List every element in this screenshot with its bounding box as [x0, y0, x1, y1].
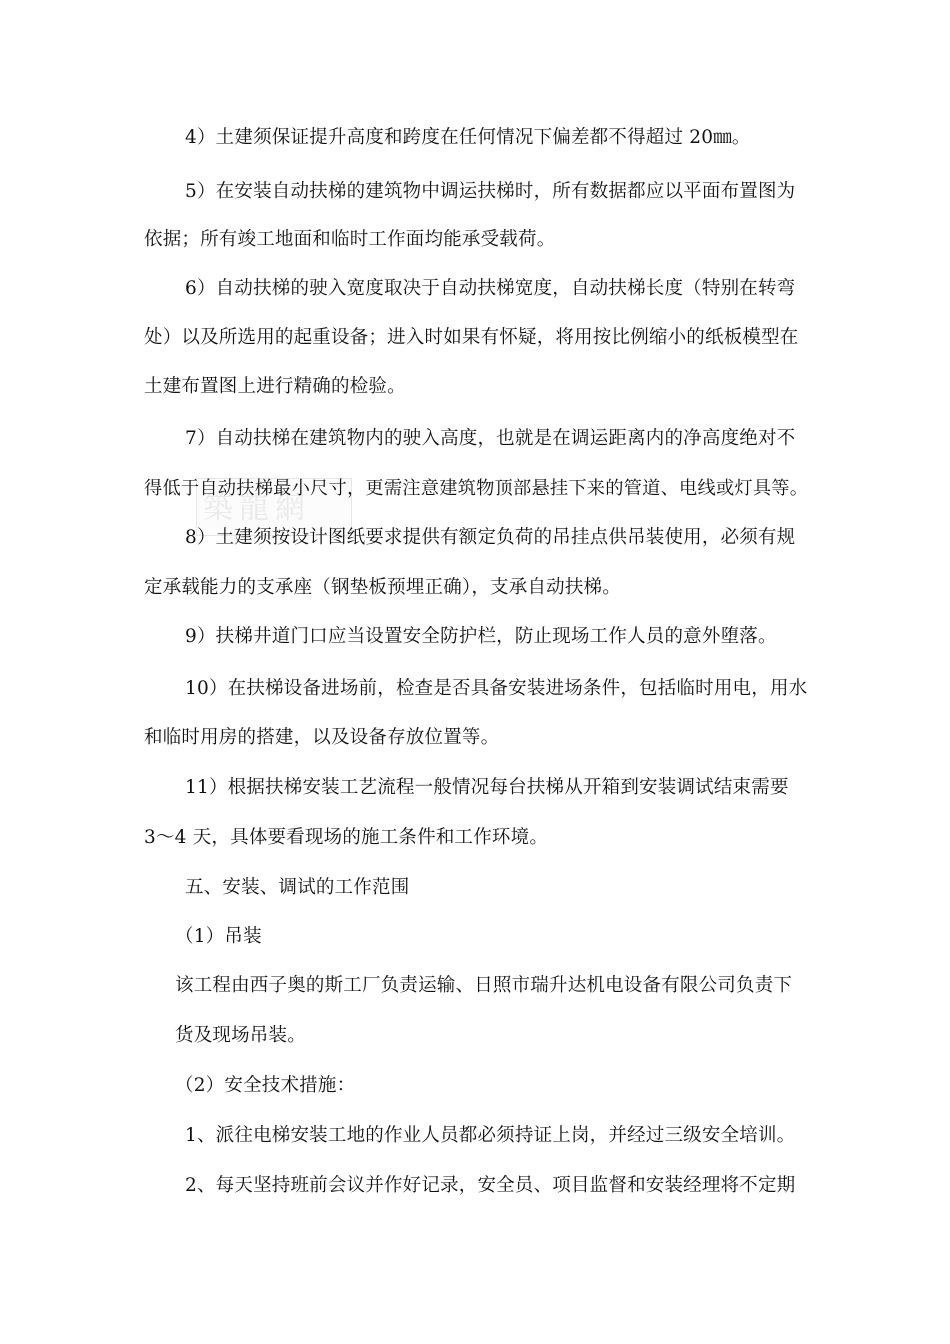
doc-line-10: 定承载能力的支承座（钢垫板预埋正确），支承自动扶梯。: [144, 577, 621, 598]
doc-line-19: 货及现场吊装。: [175, 1025, 306, 1046]
doc-line-7: 7）自动扶梯在建筑物内的驶入高度，也就是在调运距离内的净高度绝对不: [185, 428, 796, 449]
doc-line-12: 10）在扶梯设备进场前，检查是否具备安装进场条件，包括临时用电，用水: [185, 678, 808, 699]
doc-line-22: 2、每天坚持班前会议并作好记录，安全员、项目监督和安装经理将不定期: [185, 1175, 796, 1196]
doc-line-18: 该工程由西子奥的斯工厂负责运输、日照市瑞升达机电设备有限公司负责下: [175, 975, 793, 996]
doc-line-20: （2）安全技术措施：: [175, 1075, 356, 1096]
doc-line-9: 8）土建须按设计图纸要求提供有额定负荷的吊挂点供吊装使用，必须有规: [185, 527, 796, 548]
doc-line-17: （1）吊装: [175, 926, 262, 947]
doc-line-3: 依据；所有竣工地面和临时工作面均能承受载荷。: [144, 229, 556, 250]
doc-line-14: 11）根据扶梯安装工艺流程一般情况每台扶梯从开箱到安装调试结束需要: [185, 777, 789, 798]
doc-line-6: 土建布置图上进行精确的检验。: [144, 376, 406, 397]
doc-line-5: 处）以及所选用的起重设备；进入时如果有怀疑，将用按比例缩小的纸板模型在: [144, 327, 799, 348]
watermark-logo-mark: 築龍網: [203, 491, 311, 526]
doc-line-13: 和临时用房的搭建，以及设备存放位置等。: [144, 727, 500, 748]
doc-line-1: 4）土建须保证提升高度和跨度在任何情况下偏差都不得超过 20㎜。: [185, 127, 751, 148]
doc-line-2: 5）在安装自动扶梯的建筑物中调运扶梯时，所有数据都应以平面布置图为: [185, 181, 796, 202]
doc-line-16: 五、安装、调试的工作范围: [185, 877, 410, 898]
doc-line-4: 6）自动扶梯的驶入宽度取决于自动扶梯宽度，自动扶梯长度（特别在转弯: [185, 278, 796, 299]
doc-line-8: 得低于自动扶梯最小尺寸，更需注意建筑物顶部悬挂下来的管道、电线或灯具等。: [144, 478, 809, 499]
doc-line-15: 3～4 天，具体要看现场的施工条件和工作环境。: [144, 827, 549, 848]
doc-line-11: 9）扶梯井道门口应当设置安全防护栏，防止现场工作人员的意外堕落。: [185, 626, 777, 647]
doc-line-21: 1、派往电梯安装工地的作业人员都必须持证上岗，并经过三级安全培训。: [185, 1125, 796, 1146]
